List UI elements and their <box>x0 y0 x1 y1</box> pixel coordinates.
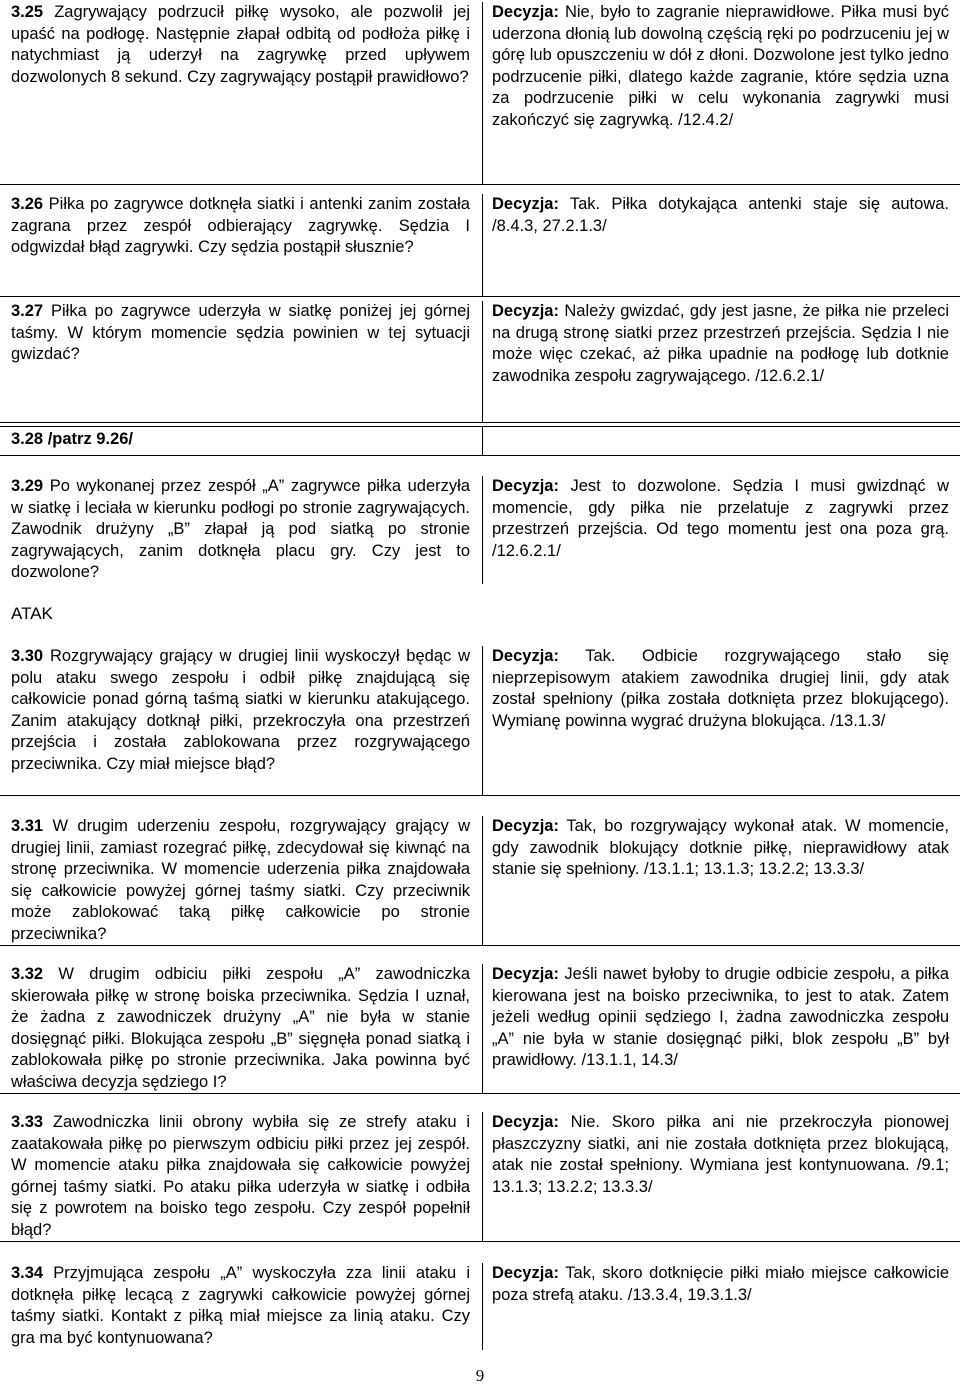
question <box>0 816 482 945</box>
question-number: 3.29 <box>11 477 44 495</box>
qa-row <box>0 476 960 584</box>
question-text: Przyjmująca zespołu „A” wyskoczyła zza linii ataku i dotknęła piłkę lecącą z zagrywki całkowicie powyżej górnej taśmy siatki. Kontakt z piłką miał miejsce za linią ataku. Czy gra ma być kontynuowana? <box>11 1264 470 1347</box>
decision <box>483 2 960 131</box>
question-number: 3.25 <box>11 3 44 21</box>
decision-text: Tak. Piłka dotykająca antenki staje się autowa. /8.4.3, 27.2.1.3/ <box>492 195 949 235</box>
decision-label: Decyzja: <box>492 302 559 320</box>
qa-row <box>0 1263 960 1350</box>
decision-label: Decyzja: <box>492 195 559 213</box>
decision-label: Decyzja: <box>492 477 559 495</box>
question <box>0 476 482 584</box>
decision <box>483 301 960 387</box>
qa-row <box>0 301 960 423</box>
qa-row <box>0 816 960 946</box>
question-number: 3.28 <box>11 430 44 448</box>
decision-label: Decyzja: <box>492 1264 559 1282</box>
question-number: 3.32 <box>11 965 44 983</box>
question-text: /patrz 9.26/ <box>47 430 134 448</box>
question-number: 3.26 <box>11 195 44 213</box>
decision-text: Tak, skoro dotknięcie piłki miało miejsce całkowicie poza strefą ataku. /13.3.4, 19.3.1.3/ <box>492 1264 949 1304</box>
question <box>0 194 482 259</box>
question <box>0 301 482 366</box>
question <box>0 1263 482 1349</box>
decision-label: Decyzja: <box>492 965 559 983</box>
decision-text: Nie. Skoro piłka ani nie przekroczyła pionowej płaszczyzny siatki, ani nie została dotknięta przez blokującą, atak nie został spełniony. Wymiana jest kontynuowana. /9.1; 13.1.3; 13.2.2; 13.3.3/ <box>492 1113 949 1196</box>
question-text: W drugim uderzeniu zespołu, rozgrywający grający w drugiej linii, zamiast rozegrać piłkę, zdecydował się kiwnąć na stronę przeciwnika. W momencie uderzenia piłka znajdowała się całkowicie powyżej górnej taśmy siatki. Czy przeciwnik może zablokować taką piłkę całkowicie po stronie przeciwnika? <box>11 817 470 943</box>
decision <box>483 476 960 562</box>
decision-text: Nie, było to zagranie nieprawidłowe. Piłka musi być uderzona dłonią lub dowolną częścią ręki po podrzuceniu jej w górę lub opuszczeniu w dół z dłoni. Dozwolone jest tylko jedno podrzucenie piłki, dlatego każde zagranie, które sędzia uzna za podrzucenie piłki w celu wykonania zagrywki musi zakończyć się zagrywką. /12.4.2/ <box>492 3 949 129</box>
question-text: Zawodniczka linii obrony wybiła się ze strefy ataku i zaatakowała piłkę po pierwszym odbiciu piłki przez jej zespół. W momencie ataku piłka znajdowała się całkowicie powyżej górnej taśmy siatki. Po ataku piłka uderzyła w siatkę i odbiła się z powrotem na boisko tego zespołu. Czy zespół popełnił błąd? <box>11 1113 470 1239</box>
question <box>0 427 482 451</box>
question <box>0 964 482 1093</box>
qa-row <box>0 2 960 185</box>
question-number: 3.33 <box>11 1113 44 1131</box>
question-number: 3.27 <box>11 302 44 320</box>
question <box>0 2 482 88</box>
section-heading: ATAK <box>11 604 53 623</box>
question-number: 3.34 <box>11 1264 44 1282</box>
question-text: Piłka po zagrywce uderzyła w siatkę poniżej jej górnej taśmy. W którym momencie sędzia powinien w tej sytuacji gwizdać? <box>11 302 470 363</box>
decision-label: Decyzja: <box>492 3 559 21</box>
decision-text: Jest to dozwolone. Sędzia I musi gwizdnąć w momencie, gdy piłka nie przelatuje z zagrywki przez przestrzeń przejścia. Od tego momentu jest ona poza grą. /12.6.2.1/ <box>492 477 949 560</box>
decision-label: Decyzja: <box>492 1113 559 1131</box>
decision-text: Jeśli nawet byłoby to drugie odbicie zespołu, a piłka kierowana jest na boisko przeciwnika, to jest to atak. Zatem jeżeli według opinii sędziego I, żadna zawodniczka zespołu „A” nie była w stanie dosięgnąć piłki, blok zespołu „B” był prawidłowy. /13.1.1, 14.3/ <box>492 965 950 1069</box>
decision <box>483 1112 960 1198</box>
qa-row <box>0 426 960 456</box>
qa-row <box>0 646 960 796</box>
decision <box>483 816 960 881</box>
decision-text: Tak, bo rozgrywający wykonał atak. W momencie, gdy zawodnik blokujący dotknie piłkę, nieprawidłowy atak stanie się spełniony. /13.1.1; 13.1.3; 13.2.2; 13.3.3/ <box>492 817 949 878</box>
decision-label: Decyzja: <box>492 817 559 835</box>
question <box>0 1112 482 1241</box>
question-text: Rozgrywający grający w drugiej linii wyskoczył będąc w polu ataku swego zespołu i odbił piłkę znajdującą się całkowicie ponad górną taśmą siatki w kierunku atakującego. Zanim atakujący dotknął piłki, przekroczyła ona przestrzeń przejścia i została zablokowana przez rozgrywającego przeciwnika. Czy miał miejsce błąd? <box>11 647 470 773</box>
question-text: Po wykonanej przez zespół „A” zagrywce piłka uderzyła w siatkę i leciała w kierunku podłogi po stronie zagrywających. Zawodnik drużyny „B” złapał ją pod siatką po stronie zagrywających, zanim dotknęła placu gry. Czy jest to dozwolone? <box>11 477 470 581</box>
page-number: 9 <box>475 1366 485 1385</box>
qa-row <box>0 964 960 1094</box>
question-number: 3.30 <box>11 647 44 665</box>
question <box>0 646 482 775</box>
decision-label: Decyzja: <box>492 647 559 665</box>
decision <box>483 194 960 237</box>
decision-text: Należy gwizdać, gdy jest jasne, że piłka nie przeleci na drugą stronę siatki przez przestrzeń przejścia. Sędzia I nie może więc czekać, aż piłka upadnie na podłogę lub dotknie zawodnika zespołu zagrywającego. /12.6.2.1/ <box>492 302 949 385</box>
question-text: Zagrywający podrzucił piłkę wysoko, ale pozwolił jej upaść na podłogę. Następnie złapał odbitą od podłoża piłkę i natychmiast ją uderzył na zagrywkę przed upływem dozwolonych 8 sekund. Czy zagrywający postąpił prawidłowo? <box>11 3 471 86</box>
question-number: 3.31 <box>11 817 44 835</box>
decision <box>483 646 960 732</box>
qa-row <box>0 194 960 297</box>
question-text: W drugim odbiciu piłki zespołu „A” zawodniczka skierowała piłkę w stronę boiska przeciwnika. Sędzia I uznał, że żadna z zawodniczek drużyny „A” nie była w stanie dosięgnąć piłki. Blokująca zespołu „B” sięgnęła ponad siatką i zablokowała piłkę po stronie przeciwnika. Jaka powinna być właściwa decyzja sędziego I? <box>11 965 470 1091</box>
question-text: Piłka po zagrywce dotknęła siatki i antenki zanim została zagrana przez zespół odbierający zagrywkę. Sędzia I odgwizdał błąd zagrywki. Czy sędzia postąpił słusznie? <box>11 195 470 256</box>
qa-row <box>0 1112 960 1242</box>
decision-text: Tak. Odbicie rozgrywającego stało się nieprzepisowym atakiem zawodnika drugiej linii, gdy atak został spełniony (piłka została dotknięta przez blokującego). Wymianę powinna wygrać drużyna blokująca. /13.1.3/ <box>492 647 949 730</box>
decision <box>483 1263 960 1306</box>
decision <box>483 964 960 1072</box>
